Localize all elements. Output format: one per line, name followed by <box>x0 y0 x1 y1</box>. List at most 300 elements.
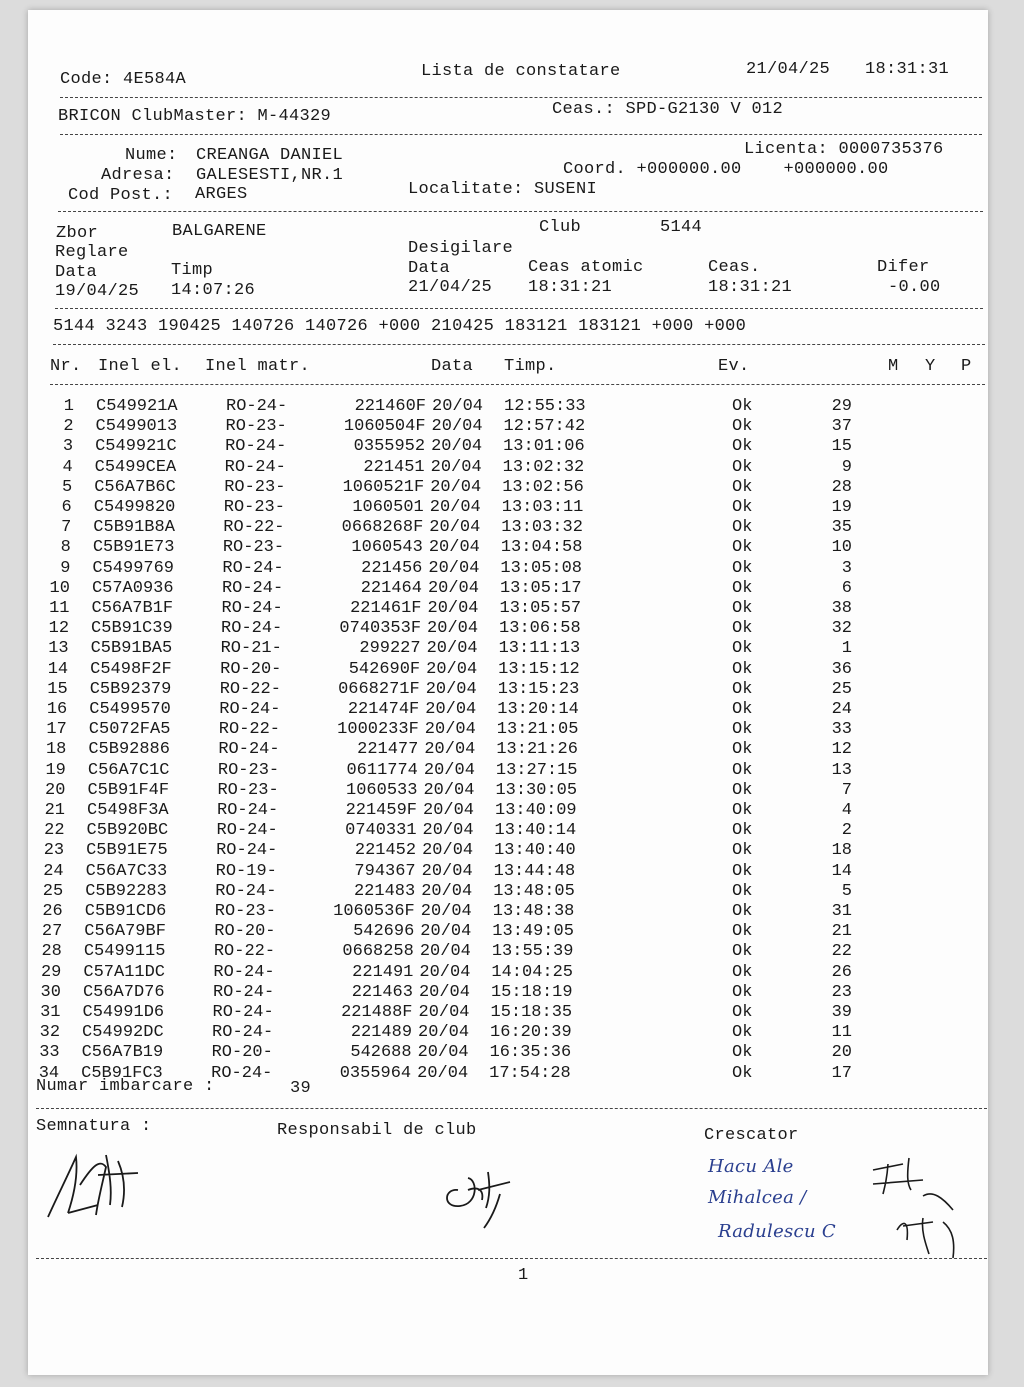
row-rank: 10 <box>831 538 852 558</box>
row-event: Ok <box>732 720 753 740</box>
table-row <box>28 740 988 760</box>
row-time: 13:05:57 <box>499 599 582 618</box>
row-event: Ok <box>732 477 753 497</box>
row-time: 16:35:36 <box>489 1043 572 1063</box>
row-rank: 21 <box>831 922 852 942</box>
table-row <box>28 458 988 478</box>
ring-number: 221452 <box>354 841 417 861</box>
row-rank: 31 <box>831 902 852 921</box>
ring-prefix: RO-23- <box>224 477 286 497</box>
row-event: Ok <box>732 700 753 719</box>
row-rank: 17 <box>831 1063 852 1083</box>
ring-number: 794367 <box>354 861 416 881</box>
club-number: 5144 <box>660 218 703 237</box>
row-nr: 11 <box>49 599 70 618</box>
table-row <box>28 680 988 700</box>
row-time: 16:20:39 <box>490 1023 572 1043</box>
row-date: 20/04 <box>424 720 476 740</box>
row-time: 13:02:56 <box>502 477 584 497</box>
row-event: Ok <box>732 417 753 437</box>
col-y: Y <box>925 357 936 376</box>
ring-number: 0668258 <box>342 942 414 962</box>
row-rank: 5 <box>841 881 852 901</box>
row-rank: 9 <box>841 457 852 477</box>
unsealing-label: Desigilare <box>408 239 514 258</box>
row-date: 20/04 <box>418 1003 470 1022</box>
ring-electronic: C5499820 <box>93 498 176 517</box>
ring-prefix: RO-20- <box>220 659 282 679</box>
row-date: 20/04 <box>432 397 484 416</box>
row-rank: 2 <box>841 821 852 841</box>
row-date: 20/04 <box>420 922 472 942</box>
ring-prefix: RO-24- <box>225 437 287 457</box>
ring-number: 0668268F <box>341 518 424 538</box>
row-rank: 15 <box>831 437 852 457</box>
row-nr: 12 <box>48 619 70 639</box>
difference-value: -0.00 <box>888 278 941 297</box>
table-row <box>28 1023 988 1043</box>
row-date: 20/04 <box>428 558 480 578</box>
row-nr: 1 <box>63 397 74 416</box>
row-time: 13:05:08 <box>500 558 583 578</box>
ring-number: 0355952 <box>353 437 426 457</box>
ring-number: 221488F <box>341 1003 413 1022</box>
row-nr: 17 <box>46 720 67 740</box>
row-date: 20/04 <box>423 780 475 800</box>
col-nr: Nr. <box>50 357 82 376</box>
breeder-name-2: Mihalcea / <box>708 1187 807 1208</box>
ring-prefix: RO-20- <box>211 1043 273 1063</box>
table-row <box>28 963 988 983</box>
table-row <box>28 559 988 579</box>
breeder-name-1: Hacu Ale <box>708 1156 794 1177</box>
ring-number: 1060501 <box>352 498 424 517</box>
table-row <box>28 1003 988 1023</box>
row-rank: 25 <box>831 679 852 699</box>
row-date: 20/04 <box>425 679 477 699</box>
row-date: 20/04 <box>430 477 482 497</box>
row-date: 20/04 <box>420 902 472 921</box>
ring-electronic: C56A7C1C <box>87 760 170 780</box>
table-row <box>28 397 988 417</box>
row-event: Ok <box>732 518 753 538</box>
ring-number: 542690F <box>348 659 421 679</box>
row-rank: 11 <box>831 1023 852 1043</box>
ring-prefix: RO-23- <box>217 780 279 800</box>
divider <box>60 134 982 135</box>
row-time: 13:21:05 <box>496 720 579 740</box>
row-date: 20/04 <box>419 942 471 962</box>
row-rank: 24 <box>831 700 852 719</box>
ring-electronic: C56A79BF <box>84 922 166 942</box>
row-rank: 7 <box>841 780 852 800</box>
ring-prefix: RO-24- <box>217 801 279 820</box>
breeder-signature-mark <box>863 1150 973 1265</box>
row-rank: 12 <box>831 740 852 760</box>
ring-prefix: RO-24- <box>222 558 284 578</box>
table-row <box>28 821 988 841</box>
row-date: 20/04 <box>426 639 478 659</box>
row-nr: 30 <box>40 982 61 1002</box>
ring-electronic: C5B92283 <box>85 881 167 901</box>
divider <box>55 308 983 309</box>
ring-number: 1060543 <box>351 538 423 558</box>
ring-prefix: RO-24- <box>216 841 278 861</box>
row-date: 20/04 <box>423 760 475 780</box>
row-event: Ok <box>732 558 753 578</box>
ring-electronic: C549921A <box>96 397 178 416</box>
row-rank: 19 <box>831 498 852 517</box>
license-number: Licenta: 0000735376 <box>744 140 944 159</box>
address-label: Adresa: <box>101 166 175 185</box>
row-rank: 28 <box>831 477 852 497</box>
code-label: Code: 4E584A <box>60 70 187 89</box>
clubmaster-label: BRICON ClubMaster: M-44329 <box>58 107 332 126</box>
ring-electronic: C5B91FC3 <box>81 1063 163 1083</box>
flight-name: BALGARENE <box>172 222 267 241</box>
row-time: 13:48:05 <box>493 881 575 901</box>
table-row <box>28 862 988 882</box>
row-event: Ok <box>732 760 753 780</box>
ring-prefix: RO-23- <box>214 902 276 921</box>
row-time: 13:03:11 <box>501 498 584 517</box>
table-row <box>28 599 988 619</box>
row-date: 20/04 <box>431 437 483 457</box>
ring-prefix: RO-21- <box>220 639 282 659</box>
divider <box>58 211 983 212</box>
row-event: Ok <box>732 780 753 800</box>
table-row <box>28 801 988 821</box>
row-event: Ok <box>732 498 753 517</box>
signature-label: Semnatura : <box>36 1117 152 1136</box>
ring-prefix: RO-23- <box>222 538 285 558</box>
row-nr: 2 <box>63 417 74 437</box>
ring-prefix: RO-24- <box>224 457 286 477</box>
row-rank: 18 <box>831 841 852 861</box>
name-label: Nume: <box>125 146 178 165</box>
row-nr: 19 <box>45 760 66 780</box>
row-event: Ok <box>732 1063 753 1083</box>
divider <box>53 344 985 345</box>
ring-electronic: C5499013 <box>95 417 178 437</box>
row-event: Ok <box>732 437 753 457</box>
table-row <box>28 700 988 720</box>
row-date: 20/04 <box>417 1043 469 1063</box>
ring-electronic: C549921C <box>95 437 177 457</box>
ring-electronic: C54992DC <box>82 1023 164 1043</box>
row-nr: 22 <box>44 821 65 841</box>
col-ring-number: Inel matr. <box>205 357 311 376</box>
table-row <box>28 841 988 861</box>
row-date: 20/04 <box>429 498 481 517</box>
table-row <box>28 781 988 801</box>
col-ring-electronic: Inel el. <box>98 357 183 376</box>
ring-prefix: RO-24- <box>218 740 280 760</box>
ring-number: 221477 <box>357 740 419 760</box>
row-time: 13:55:39 <box>491 942 574 962</box>
ring-number: 542688 <box>350 1043 412 1063</box>
table-row <box>28 902 988 922</box>
ring-prefix: RO-24- <box>221 578 284 598</box>
code-line: 5144 3243 190425 140726 140726 +000 210425 183121 183121 +000 +000 <box>53 317 747 336</box>
ring-electronic: C54991D6 <box>82 1003 165 1022</box>
breeder-label: Crescator <box>704 1126 799 1145</box>
table-row <box>28 660 988 680</box>
row-date: 20/04 <box>427 619 479 639</box>
row-date: 20/04 <box>430 457 482 477</box>
ring-prefix: RO-24- <box>212 1023 274 1043</box>
ring-prefix: RO-22- <box>223 518 285 538</box>
col-date: Data <box>431 357 474 376</box>
row-nr: 32 <box>39 1023 61 1043</box>
row-date: 20/04 <box>417 1063 469 1083</box>
club-responsible-label: Responsabil de club <box>277 1121 477 1140</box>
row-time: 13:20:14 <box>497 700 579 719</box>
ring-number: 1060536F <box>333 902 415 921</box>
ring-electronic: C5B91BA5 <box>90 639 173 659</box>
row-time: 13:02:32 <box>502 457 585 477</box>
row-date: 20/04 <box>427 599 479 618</box>
club-label: Club <box>539 218 582 237</box>
row-rank: 23 <box>831 982 852 1002</box>
row-time: 13:40:09 <box>495 801 577 820</box>
unsealing-date-label: Data <box>408 259 451 278</box>
ring-electronic: C5B91E73 <box>92 538 175 558</box>
ring-number: 1060504F <box>343 417 426 437</box>
row-event: Ok <box>732 538 753 558</box>
postal-code-label: Cod Post.: <box>68 186 174 205</box>
row-event: Ok <box>732 881 753 901</box>
row-event: Ok <box>732 942 753 962</box>
row-rank: 22 <box>831 942 852 962</box>
table-row <box>28 437 988 457</box>
ring-number: 0355964 <box>339 1063 412 1083</box>
row-nr: 15 <box>47 679 68 699</box>
row-nr: 27 <box>41 922 63 942</box>
page-number: 1 <box>518 1266 529 1285</box>
row-event: Ok <box>732 982 753 1002</box>
ring-number: 299227 <box>359 639 421 659</box>
ring-prefix: RO-22- <box>213 942 276 962</box>
row-date: 20/04 <box>421 881 473 901</box>
ring-electronic: C5B91CD6 <box>84 902 167 921</box>
ring-prefix: RO-24- <box>221 619 283 639</box>
row-time: 13:40:14 <box>494 821 577 841</box>
document-page <box>28 10 988 1375</box>
owner-address: GALESESTI,NR.1 <box>196 166 344 185</box>
col-time: Timp. <box>504 357 557 376</box>
row-event: Ok <box>732 599 753 618</box>
ring-number: 221463 <box>351 982 413 1002</box>
ring-electronic: C56A7B19 <box>81 1043 164 1063</box>
row-time: 13:06:58 <box>499 619 581 639</box>
row-time: 15:18:19 <box>490 982 573 1002</box>
row-nr: 10 <box>49 578 70 598</box>
row-nr: 26 <box>42 902 63 921</box>
row-nr: 23 <box>43 841 65 861</box>
row-date: 20/04 <box>423 801 475 820</box>
setting-date: 19/04/25 <box>55 282 140 301</box>
row-date: 20/04 <box>424 740 476 760</box>
row-time: 13:30:05 <box>495 780 578 800</box>
table-row <box>28 882 988 902</box>
ring-prefix: RO-24- <box>226 397 288 416</box>
divider <box>50 384 985 385</box>
row-nr: 8 <box>60 538 71 558</box>
ring-electronic: C56A7B1F <box>91 599 174 618</box>
row-rank: 6 <box>841 578 852 598</box>
row-rank: 33 <box>831 720 852 740</box>
ring-electronic: C57A0936 <box>91 578 174 598</box>
signature-mark <box>38 1145 148 1225</box>
row-rank: 32 <box>831 619 852 639</box>
row-rank: 26 <box>831 962 852 982</box>
row-nr: 4 <box>62 457 73 477</box>
row-rank: 3 <box>841 558 852 578</box>
row-nr: 25 <box>42 881 64 901</box>
row-rank: 39 <box>831 1003 852 1022</box>
row-nr: 18 <box>45 740 67 760</box>
row-rank: 29 <box>831 397 852 416</box>
row-nr: 14 <box>47 659 69 679</box>
ring-electronic: C5B92379 <box>89 679 172 699</box>
row-nr: 24 <box>43 861 64 881</box>
row-nr: 13 <box>48 639 69 659</box>
atomic-clock-time: 18:31:21 <box>528 278 613 297</box>
row-event: Ok <box>732 619 753 639</box>
row-date: 20/04 <box>431 417 483 437</box>
row-rank: 36 <box>831 659 852 679</box>
table-row <box>28 761 988 781</box>
row-rank: 20 <box>831 1043 852 1063</box>
ring-prefix: RO-24- <box>216 821 278 841</box>
ring-electronic: C5B92886 <box>88 740 170 760</box>
header-time: 18:31:31 <box>865 60 950 79</box>
table-row <box>28 478 988 498</box>
table-row <box>28 942 988 962</box>
row-rank: 35 <box>831 518 852 538</box>
ring-prefix: RO-24- <box>212 982 275 1002</box>
ring-number: 221489 <box>350 1023 413 1043</box>
ring-prefix: RO-24- <box>215 881 277 901</box>
table-row <box>28 1043 988 1063</box>
row-event: Ok <box>732 457 753 477</box>
row-time: 13:01:06 <box>503 437 585 457</box>
row-time: 12:57:42 <box>503 417 586 437</box>
ring-number: 221459F <box>345 801 417 820</box>
ring-number: 221483 <box>353 881 416 901</box>
ring-number: 221474F <box>347 700 420 719</box>
row-event: Ok <box>732 962 753 982</box>
row-time: 13:03:32 <box>501 518 583 538</box>
row-event: Ok <box>732 861 753 881</box>
ring-electronic: C5B91C39 <box>91 619 173 639</box>
row-event: Ok <box>732 801 753 820</box>
ring-prefix: RO-22- <box>219 679 281 699</box>
row-time: 15:18:35 <box>490 1003 573 1022</box>
table-row <box>28 720 988 740</box>
ring-electronic: C56A7B6C <box>94 477 176 497</box>
row-nr: 21 <box>44 801 65 820</box>
ring-electronic: C57A11DC <box>83 962 166 982</box>
ring-prefix: RO-23- <box>217 760 280 780</box>
divider <box>60 97 982 98</box>
ring-electronic: C56A7C33 <box>85 861 168 881</box>
row-time: 13:15:12 <box>498 659 580 679</box>
row-rank: 38 <box>831 599 852 618</box>
ring-number: 221491 <box>352 962 414 982</box>
ring-electronic: C5072FA5 <box>88 720 171 740</box>
locality: Localitate: SUSENI <box>408 180 598 199</box>
row-event: Ok <box>732 902 753 921</box>
ring-prefix: RO-22- <box>218 720 281 740</box>
row-nr: 5 <box>61 477 73 497</box>
table-row <box>28 922 988 942</box>
clock-time: 18:31:21 <box>708 278 793 297</box>
row-event: Ok <box>732 821 753 841</box>
ring-number: 542696 <box>353 922 415 942</box>
ring-prefix: RO-24- <box>211 1063 273 1083</box>
ring-number: 1060533 <box>346 780 418 800</box>
ring-prefix: RO-24- <box>213 962 275 982</box>
ring-number: 221460F <box>354 397 426 416</box>
ring-prefix: RO-23- <box>223 498 285 517</box>
row-time: 12:55:33 <box>504 397 586 416</box>
ring-electronic: C5B91E75 <box>86 841 168 861</box>
row-time: 13:04:58 <box>500 538 583 558</box>
row-date: 20/04 <box>418 1023 470 1043</box>
row-rank: 14 <box>831 861 852 881</box>
table-row <box>28 417 988 437</box>
setting-time-label: Timp <box>171 261 214 280</box>
table-row <box>28 579 988 599</box>
row-event: Ok <box>732 922 753 942</box>
row-rank: 1 <box>841 639 852 659</box>
row-date: 20/04 <box>429 518 481 538</box>
row-event: Ok <box>732 841 753 861</box>
ring-electronic: C5B91B8A <box>93 518 175 538</box>
ring-number: 0740331 <box>345 821 417 841</box>
table-row <box>28 518 988 538</box>
club-signature-mark <box>438 1160 518 1230</box>
row-event: Ok <box>732 639 753 659</box>
table-row <box>28 538 988 558</box>
row-rank: 4 <box>841 801 852 820</box>
ring-electronic: C56A7D76 <box>82 982 165 1002</box>
row-time: 13:15:23 <box>497 679 580 699</box>
row-time: 13:44:48 <box>493 861 576 881</box>
difference-label: Difer <box>877 258 930 277</box>
row-nr: 31 <box>40 1003 61 1022</box>
row-time: 13:48:38 <box>492 902 575 921</box>
table-row <box>28 498 988 518</box>
divider <box>36 1108 987 1109</box>
row-time: 13:05:17 <box>499 578 582 598</box>
row-nr: 7 <box>61 518 72 538</box>
row-time: 13:11:13 <box>498 639 581 659</box>
row-event: Ok <box>732 397 753 416</box>
ring-prefix: RO-19- <box>215 861 277 881</box>
ring-number: 221464 <box>360 578 422 598</box>
setting-date-label: Data <box>55 263 98 282</box>
divider <box>36 1258 987 1259</box>
row-nr: 29 <box>40 962 62 982</box>
row-nr: 16 <box>46 700 68 719</box>
row-time: 17:54:28 <box>489 1063 571 1083</box>
coordinates: Coord. +000000.00 +000000.00 <box>563 160 889 179</box>
row-nr: 34 <box>38 1063 60 1083</box>
row-rank: 37 <box>831 417 852 437</box>
